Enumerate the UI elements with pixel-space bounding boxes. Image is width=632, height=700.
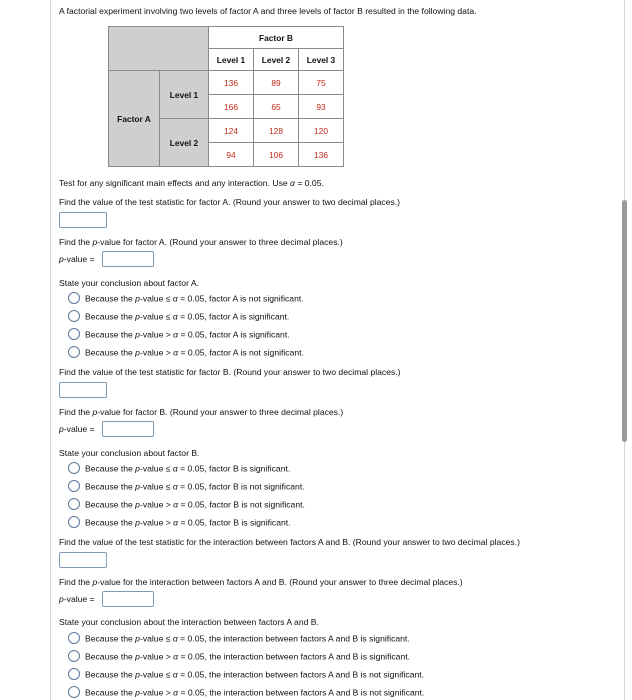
- table-cell: 89: [254, 71, 299, 95]
- interaction-option-3[interactable]: [68, 669, 424, 681]
- table-cell: 166: [209, 95, 254, 119]
- table-cell: 120: [299, 119, 344, 143]
- radio-icon[interactable]: [68, 480, 80, 492]
- table-cell: 124: [209, 119, 254, 143]
- radio-icon[interactable]: [68, 668, 80, 680]
- option-label: Because the p-value ≤ α = 0.05, factor B is not significant.: [85, 481, 305, 492]
- table-cell: 65: [254, 95, 299, 119]
- radio-icon[interactable]: [68, 346, 80, 358]
- option-label: Because the p-value > α = 0.05, the interaction between factors A and B is significant.: [85, 651, 410, 662]
- table-corner: [109, 27, 209, 71]
- option-label: Because the p-value ≤ α = 0.05, the interaction between factors A and B is not significant.: [85, 669, 425, 680]
- factor-b-option-4[interactable]: [68, 517, 291, 529]
- factor-a-option-2[interactable]: [68, 311, 289, 323]
- option-label: Because the p-value ≤ α = 0.05, factor B is significant.: [85, 463, 291, 474]
- table-cell: 136: [209, 71, 254, 95]
- factor-a-p-prompt: Find the p-value for factor A. (Round your answer to three decimal places.): [59, 237, 343, 247]
- factor-b-option-3[interactable]: [68, 499, 305, 511]
- option-label: Because the p-value ≤ α = 0.05, factor A is significant.: [85, 311, 290, 322]
- level-b1-header: Level 1: [209, 49, 254, 71]
- option-label: Because the p-value ≤ α = 0.05, the interaction between factors A and B is significant.: [85, 633, 410, 644]
- factor-b-option-2[interactable]: [68, 481, 305, 493]
- factor-b-header: Factor B: [209, 27, 344, 49]
- data-table: [108, 26, 344, 167]
- interaction-pvalue-input[interactable]: [102, 591, 154, 607]
- table-cell: 94: [209, 143, 254, 167]
- interaction-conclusion-prompt: State your conclusion about the interaction between factors A and B.: [59, 617, 319, 627]
- factor-a-stat-prompt: Find the value of the test statistic for factor A. (Round your answer to two decimal places.): [59, 197, 401, 207]
- interaction-pvalue-label: p-value =: [59, 594, 95, 604]
- table-cell: 136: [299, 143, 344, 167]
- radio-icon[interactable]: [68, 632, 80, 644]
- test-instruction: Test for any significant main effects and any interaction. Use α = 0.05.: [59, 178, 324, 188]
- scrollbar[interactable]: [622, 200, 627, 442]
- table-cell: 106: [254, 143, 299, 167]
- factor-a-option-1[interactable]: [68, 293, 304, 305]
- level-a2-header: Level 2: [160, 119, 209, 167]
- interaction-stat-input[interactable]: [59, 552, 107, 568]
- table-cell: 93: [299, 95, 344, 119]
- radio-icon[interactable]: [68, 328, 80, 340]
- option-label: Because the p-value > α = 0.05, factor B is significant.: [85, 517, 291, 528]
- factor-a-pvalue-input[interactable]: [102, 251, 154, 267]
- factor-a-conclusion-prompt: State your conclusion about factor A.: [59, 278, 199, 288]
- interaction-option-1[interactable]: [68, 633, 410, 645]
- level-b3-header: Level 3: [299, 49, 344, 71]
- factor-b-pvalue-input[interactable]: [102, 421, 154, 437]
- level-a1-header: Level 1: [160, 71, 209, 119]
- interaction-option-2[interactable]: [68, 651, 410, 663]
- factor-b-stat-prompt: Find the value of the test statistic for factor B. (Round your answer to two decimal places.): [59, 367, 401, 377]
- option-label: Because the p-value ≤ α = 0.05, factor A is not significant.: [85, 293, 304, 304]
- option-label: Because the p-value > α = 0.05, the interaction between factors A and B is not significant.: [85, 687, 425, 698]
- factor-b-option-1[interactable]: [68, 463, 290, 475]
- radio-icon[interactable]: [68, 686, 80, 698]
- radio-icon[interactable]: [68, 462, 80, 474]
- radio-icon[interactable]: [68, 498, 80, 510]
- factor-a-header: Factor A: [109, 71, 160, 167]
- factor-b-stat-input[interactable]: [59, 382, 107, 398]
- factor-a-pvalue-label: p-value =: [59, 254, 95, 264]
- radio-icon[interactable]: [68, 650, 80, 662]
- interaction-stat-prompt: Find the value of the test statistic for the interaction between factors A and B. (Round your answer to two decimal places.): [59, 537, 520, 547]
- factor-a-stat-input[interactable]: [59, 212, 107, 228]
- table-cell: 75: [299, 71, 344, 95]
- interaction-p-prompt: Find the p-value for the interaction between factors A and B. (Round your answer to three decimal places.): [59, 577, 463, 587]
- factor-a-option-3[interactable]: [68, 329, 290, 341]
- factor-b-p-prompt: Find the p-value for factor B. (Round your answer to three decimal places.): [59, 407, 344, 417]
- radio-icon[interactable]: [68, 516, 80, 528]
- factor-b-conclusion-prompt: State your conclusion about factor B.: [59, 448, 200, 458]
- factor-a-option-4[interactable]: [68, 347, 304, 359]
- level-b2-header: Level 2: [254, 49, 299, 71]
- option-label: Because the p-value > α = 0.05, factor A is significant.: [85, 329, 290, 340]
- factor-b-pvalue-label: p-value =: [59, 424, 95, 434]
- intro-text: A factorial experiment involving two levels of factor A and three levels of factor B resulted in the following data.: [59, 6, 477, 16]
- option-label: Because the p-value > α = 0.05, factor A is not significant.: [85, 347, 304, 358]
- radio-icon[interactable]: [68, 292, 80, 304]
- interaction-option-4[interactable]: [68, 687, 424, 699]
- option-label: Because the p-value > α = 0.05, factor B is not significant.: [85, 499, 305, 510]
- radio-icon[interactable]: [68, 310, 80, 322]
- table-cell: 128: [254, 119, 299, 143]
